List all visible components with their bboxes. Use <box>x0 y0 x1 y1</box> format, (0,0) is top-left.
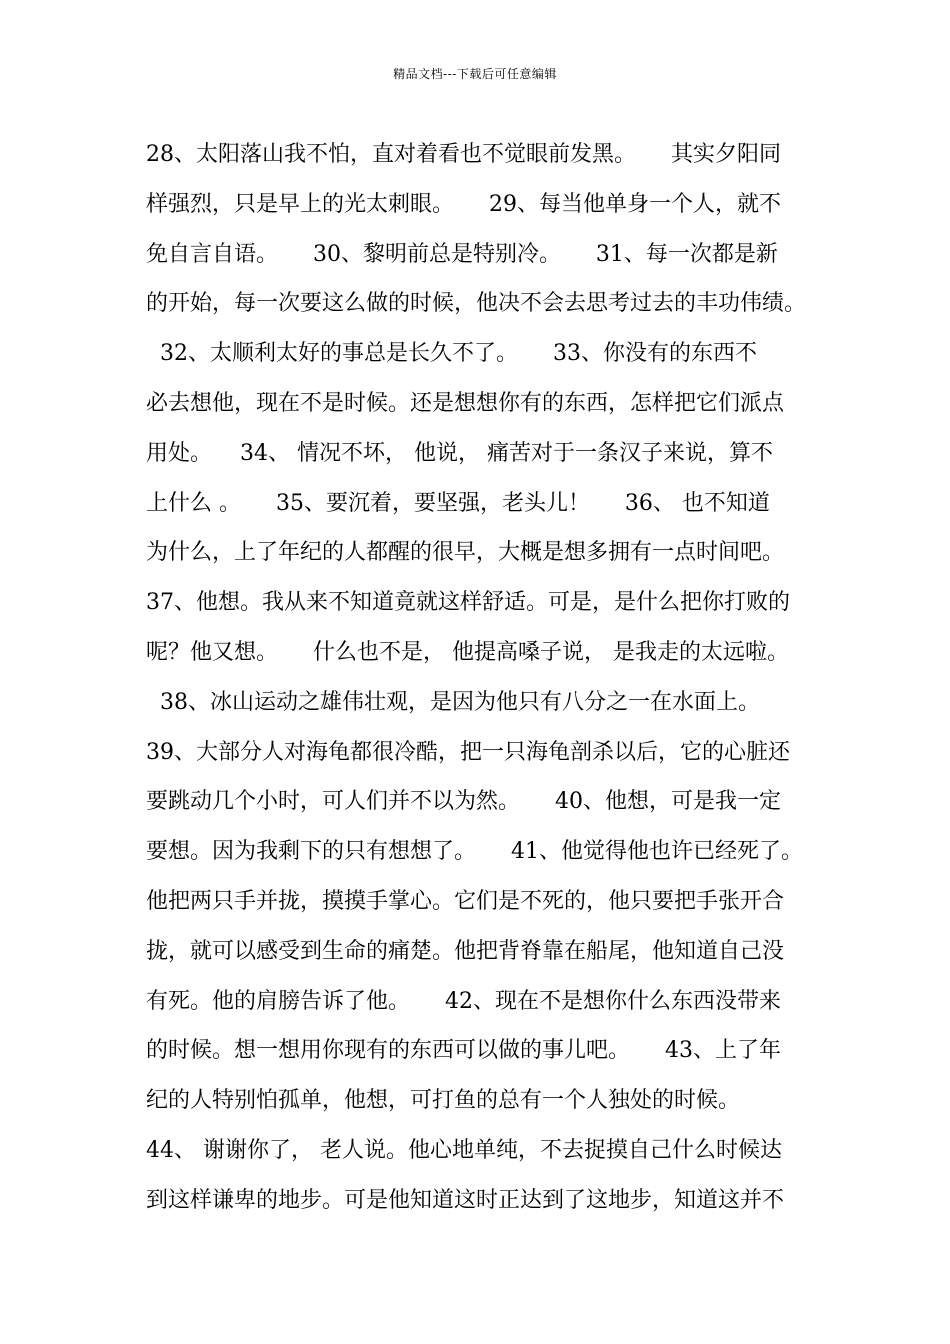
text-line: 的时候。想一想用你现有的东西可以做的事儿吧。 43、上了年 <box>146 1038 781 1064</box>
text-line: 37、他想。我从来不知道竟就这样舒适。可是，是什么把你打败的 <box>146 590 790 616</box>
text-line: 要想。因为我剩下的只有想想了。 41、他觉得他也许已经死了。 <box>146 839 803 865</box>
text-line: 44、 谢谢你了， 老人说。他心地单纯，不去捉摸自己什么时候达 <box>146 1137 782 1163</box>
body-text <box>146 130 826 1226</box>
text-line: 免自言自语。 30、黎明前总是特别冷。 31、每一次都是新 <box>146 241 778 267</box>
text-line: 上什么 。 35、要沉着，要坚强，老头儿！ 36、 也不知道 <box>146 490 770 516</box>
text-line: 32、太顺利太好的事总是长久不了。 33、你没有的东西不 <box>146 341 757 367</box>
text-line: 的开始，每一次要这么做的时候，他决不会去思考过去的丰功伟绩。 <box>146 291 807 317</box>
text-line: 他把两只手并拢，摸摸手掌心。它们是不死的，他只要把手张开合 <box>146 888 785 914</box>
text-line: 必去想他，现在不是时候。还是想想你有的东西，怎样把它们派点 <box>146 390 785 416</box>
text-line: 用处。 34、 情况不坏， 他说， 痛苦对于一条汉子来说，算不 <box>146 440 773 466</box>
text-line: 纪的人特别怕孤单，他想，可打鱼的总有一个人独处的时候。 <box>146 1088 741 1114</box>
text-line: 要跳动几个小时，可人们并不以为然。 40、他想，可是我一定 <box>146 789 781 815</box>
text-line: 38、冰山运动之雄伟壮观，是因为他只有八分之一在水面上。 <box>146 689 760 715</box>
text-line: 拢，就可以感受到生命的痛楚。他把背脊靠在船尾，他知道自己没 <box>146 938 785 964</box>
page-header: 精品文档---下载后可任意编辑 <box>393 67 557 81</box>
text-line: 28、太阳落山我不怕，直对着看也不觉眼前发黑。 其实夕阳同 <box>146 142 781 167</box>
text-line: 呢？他又想。 什么也不是， 他提高嗓子说， 是我走的太远啦。 <box>146 639 789 665</box>
text-line: 39、大部分人对海龟都很冷酷，把一只海龟剖杀以后，它的心脏还 <box>146 739 790 765</box>
text-line: 到这样谦卑的地步。可是他知道这时正达到了这地步，知道这并不 <box>146 1187 785 1213</box>
text-line: 有死。他的肩膀告诉了他。 42、现在不是想你什么东西没带来 <box>146 988 781 1014</box>
text-line: 样强烈，只是早上的光太刺眼。 29、每当他单身一个人，就不 <box>146 191 781 217</box>
text-line: 为什么，上了年纪的人都醒的很早，大概是想多拥有一点时间吧。 <box>146 540 785 566</box>
